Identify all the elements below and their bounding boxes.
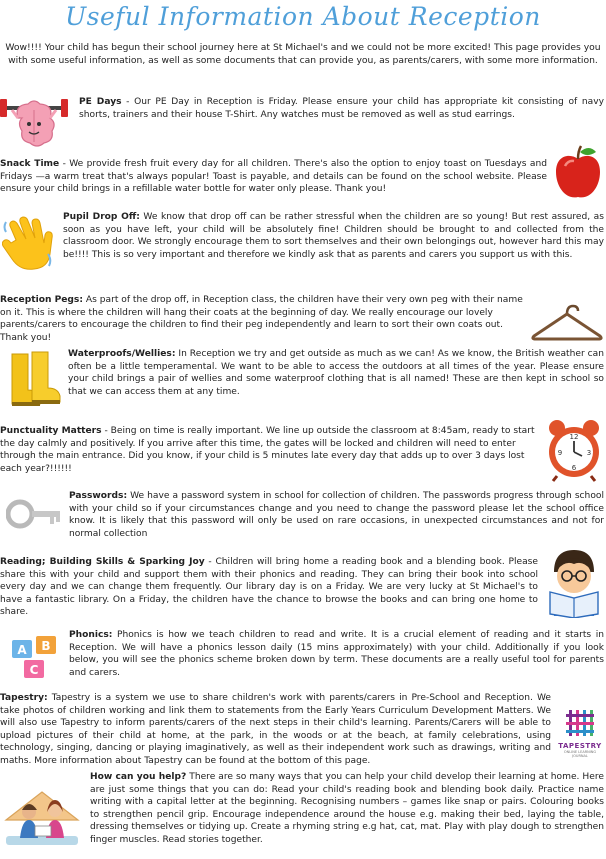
block-letter-c: C xyxy=(29,663,39,677)
child-reading-icon xyxy=(544,548,604,618)
key-icon xyxy=(6,494,64,534)
drop-off-text: We know that drop off can be rather stressful when the children are so young! But rest assured, as soon as you have left, your child will be absolutely fine! Children should be brought to and collected from the classroom door. We strongly encourage them to sort themselves and their own belongings out, however hard this may be!!!! This is so very important and therefore we kindly ask that as parents and carers you support us with this. xyxy=(63,212,604,260)
block-letter-b: B xyxy=(41,639,51,653)
section-waterproofs xyxy=(68,348,604,398)
section-reception-pegs xyxy=(0,294,527,344)
pe-days-text: Our PE Day in Reception is Friday. Please ensure your child has appropriate kit consisting of navy shorts, trainers and their house T-Shirt. Any watches must be removed as well as stud earrings. xyxy=(79,97,604,120)
apple-icon xyxy=(553,144,603,202)
passwords-heading: Passwords: xyxy=(69,491,128,501)
punctuality-text: Being on time is really important. We line up outside the classroom at 8:45am, ready to start the day calmly and positively. If you arrive after this time, the gates will be locked and children will need to enter through the main entrance. Did you know, if your child is 5 minutes late every day that adds up to over 3 days lost each year?!!!!!! xyxy=(0,426,535,474)
section-pe-days: PE Days - Our PE Day in Reception is Friday. Please ensure your child has appropriate kit consisting of navy shorts, trainers and their house T-Shirt. Any watches must be removed as well as stud earrings. xyxy=(79,97,604,120)
tapestry-logo xyxy=(556,708,604,758)
pegs-text: As part of the drop off, in Reception class, the children have their very own peg with their name on it. This is where the children will hang their coats at the beginning of day. We really encourage our lovely parents/carers to encourage the children to find their peg independently and learn to sort their own coats out. Thank you! xyxy=(0,295,523,343)
clock-numeral-3: 3 xyxy=(586,449,592,457)
waving-hand-icon xyxy=(2,214,58,270)
coat-hanger-icon xyxy=(530,300,604,344)
abc-blocks-icon xyxy=(10,634,62,680)
weightlifting-brain-icon xyxy=(0,92,68,156)
drop-off-heading: Pupil Drop Off: xyxy=(63,212,140,222)
section-snack-time: Snack Time - We provide fresh fruit every day for all children. There's also the option to enjoy toast on Tuesdays and Fridays —a warm treat that's always popular! Toast is payable, and details can be found on the school website. Please ensure your child brings in a refillable water bottle for water only please. Thank you! xyxy=(0,159,547,195)
intro-text: Wow!!!! Your child has begun their school journey here at St Michael's and we could not be more excited! This page provides you with some useful information, as well as some documents that can provide you, as parents/carers, with some more information. xyxy=(5,42,601,66)
phonics-heading: Phonics: xyxy=(69,630,113,640)
tapestry-logo-tagline: ONLINE LEARNING JOURNAL xyxy=(563,750,597,758)
how-help-heading: How can you help? xyxy=(90,772,187,782)
punctuality-heading: Punctuality Matters xyxy=(0,426,102,436)
section-tapestry xyxy=(0,692,551,768)
snack-time-text: We provide fresh fruit every day for all children. There's also the option to enjoy toast on Tuesdays and Fridays —a warm treat that's always popular! Toast is payable, and details can be found on the school website. Please ensure your child brings in a refillable water bottle for water only please. Thank you! xyxy=(0,159,547,195)
snack-time-heading: Snack Time xyxy=(0,159,60,169)
waterproofs-heading: Waterproofs/Wellies: xyxy=(68,349,176,359)
how-help-text: There are so many ways that you can help your child develop their learning at home. Here are just some things that you can do: Read your child's reading book and blending book daily. Practice name writing with a capital letter at the beginning. Recognising numbers – games like snap or pairs. Colouring books to strengthen pencil grip. Encourage independence around the house e.g. making their bed, laying the table, dressing themselves or tidying up. Create a rhyming string e.g hat, cat, mat. Play with play dough to strengthen finger muscles. Read stories together. xyxy=(90,772,604,845)
section-punctuality: Punctuality Matters - Being on time is really important. We line up outside the classroom at 8:45am, ready to start the day calmly and positively. If you arrive after this time, the gates will be locked and children will need to enter through the main entrance. Did you know, if your child is 5 minutes late every day that adds up to over 3 days lost each year?!!!!!! xyxy=(0,426,535,474)
section-pupil-drop-off xyxy=(63,211,604,261)
section-passwords xyxy=(69,490,604,540)
tapestry-heading: Tapestry: xyxy=(0,693,48,703)
waterproofs-text: In Reception we try and get outside as much as we can! As we know, the British weather can often be a little temperamental. We want to be able to access the outdoors at all times of the year. Please ensure your child brings a pair of wellies and some waterproof clothing that is all named! These are then kept in school so that we can access them at any time. xyxy=(68,349,604,397)
clock-numeral-6: 6 xyxy=(571,464,577,472)
alarm-clock-icon xyxy=(545,418,603,482)
section-reading: Reading; Building Skills & Sparking Joy - Children will bring home a reading book and a blending book. Please share this with your child and support them with their phonics and reading. They can bring their book into school every day and we can change them frequently. Our library day is on a Friday. We are very lucky at St Michael's to have a fantastic library. On a Friday, the children have the chance to browse the books and can bring one home to share. xyxy=(0,557,538,618)
pegs-heading: Reception Pegs: xyxy=(0,295,83,305)
block-letter-a: A xyxy=(17,643,27,657)
family-reading-icon xyxy=(2,786,82,848)
section-how-can-you-help xyxy=(90,771,604,847)
tapestry-weave-icon xyxy=(565,708,595,738)
reading-text: Children will bring home a reading book and a blending book. Please share this with your child and support them with their phonics and reading. They can bring their book into school every day and we can change them frequently. Our library day is on a Friday. We are very lucky at St Michael's to have a fantastic library. On a Friday, the children have the chance to browse the books and can bring one home to share. xyxy=(0,557,538,618)
tapestry-text: Tapestry is a system we use to share children's work with parents/carers in Pre-School and Reception. We take photos of children working and link them to statements from the Early Years Curriculum Development Matters. We will also use Tapestry to inform parents/carers of the next steps in their child's learning. Parents/Carers will be able to upload pictures of their child at home, at the park, in the woods or at the beach, at family celebrations, using technology, singing, dancing or playing imaginatively, as well as their independent work such as drawings, writing and maths. More information about Tapestry can be found at the bottom of this page. xyxy=(0,693,551,766)
section-phonics xyxy=(69,629,604,679)
pe-days-heading: PE Days xyxy=(79,97,122,107)
reading-heading: Reading; Building Skills & Sparking Joy xyxy=(0,557,205,567)
clock-numeral-12: 12 xyxy=(569,433,579,441)
tapestry-logo-name: TAPESTRY xyxy=(558,742,602,750)
wellies-icon xyxy=(8,350,64,408)
clock-numeral-9: 9 xyxy=(557,449,563,457)
phonics-text: Phonics is how we teach children to read and write. It is a crucial element of reading and it starts in Reception. We will have a phonics lesson daily (15 mins approximately) with your child. Additionally if you look below, you will see the phonics scheme broken down by term. These documents are a really useful tool for parents and carers. xyxy=(69,630,604,678)
passwords-text: We have a password system in school for collection of children. The passwords progress through school with your child so if your circumstances change and you need to change the password please let the school office know. It is likely that this password will only be used on rare occasions, in unexpected circumstances and not for normal collection xyxy=(69,491,604,539)
page-title: Useful Information About Reception xyxy=(65,2,541,31)
